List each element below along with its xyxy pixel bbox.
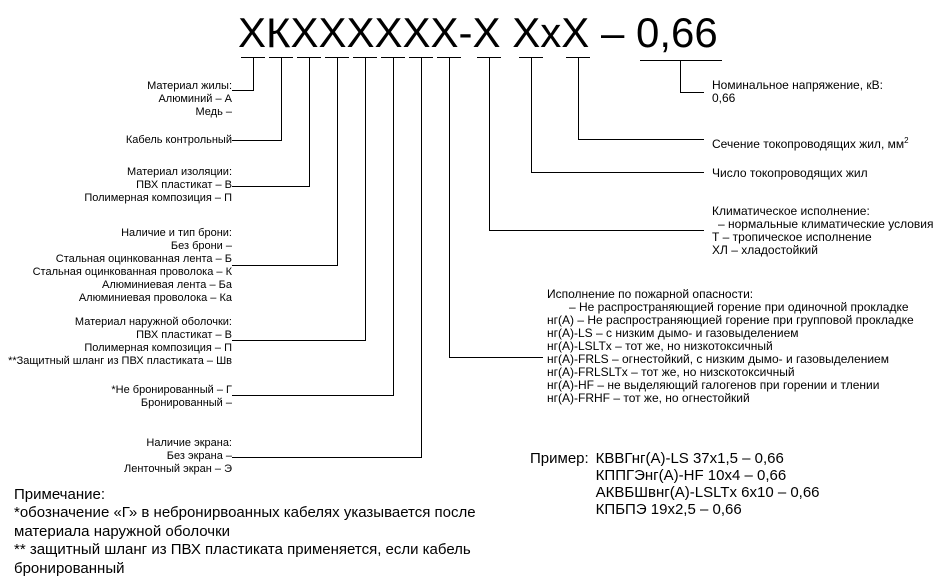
- label-line: нг(А)-FRHF – тот же, но огнестойкий: [547, 391, 750, 405]
- label-line: 0,66: [712, 91, 736, 105]
- label-line: Материал наружной оболочки:: [74, 316, 232, 328]
- note-line: материала наружной оболочки: [14, 522, 231, 540]
- label-group-control-cable: [126, 134, 232, 147]
- cross-section-sup: 2: [904, 136, 909, 145]
- note-title: Примечание:: [14, 486, 105, 503]
- label-line: Стальная оцинкованная лента – Б: [55, 253, 232, 265]
- label-group-outer-sheath: [8, 316, 232, 368]
- example-items: [596, 450, 820, 518]
- label-line: Ленточный экран – Э: [124, 463, 232, 475]
- label-group-climate: [712, 205, 934, 257]
- cross-section-text: Сечение токопроводящих жил, мм: [712, 137, 905, 151]
- label-line: Номинальное напряжение, кВ:: [712, 78, 883, 92]
- label-group-core-count: [712, 167, 868, 180]
- label-line: Наличие и тип брони:: [121, 227, 232, 239]
- label-line: Материал изоляции:: [126, 166, 232, 178]
- label-line: Исполнение по пожарной опасности:: [547, 287, 754, 301]
- label-line: ХЛ – хладостойкий: [712, 243, 818, 257]
- label-line: Алюминиевая проволока – Ка: [78, 292, 232, 304]
- marking-code: ХКХХХХХХ-Х ХхХ: [238, 9, 590, 56]
- label-line: Алюминий – А: [158, 93, 232, 105]
- label-group-insulation: [84, 166, 232, 205]
- label-line: нг(А)-LS – с низким дымо- и газовыделением: [547, 326, 799, 340]
- label-line: Полимерная композиция – П: [84, 192, 232, 204]
- label-line: Т – тропическое исполнение: [712, 230, 872, 244]
- label-line: *Не бронированный – Г: [111, 384, 232, 396]
- note-block: [14, 486, 476, 578]
- label-line: нг(А) – Не распространяющией горение при групповой прокладке: [547, 313, 914, 327]
- label-group-fire-safety: [547, 288, 914, 405]
- note-line: бронированный: [14, 559, 125, 577]
- note-line: ** защитный шланг из ПВХ пластиката применяется, если кабель: [14, 541, 471, 559]
- label-line: Без экрана –: [166, 450, 232, 462]
- label-line: Полимерная композиция – П: [84, 342, 232, 354]
- label-line: нг(А)-FRLSLTx – тот же, но низскотоксичный: [547, 365, 795, 379]
- example-item: КВВГнг(А)-LS 37х1,5 – 0,66: [595, 450, 784, 467]
- label-group-armoring: [111, 384, 232, 410]
- example-item: КППГЭнг(А)-HF 10х4 – 0,66: [595, 467, 787, 484]
- example-label: Пример:: [530, 450, 589, 467]
- label-line: Без брони –: [170, 240, 232, 252]
- marking-code-title: [238, 9, 718, 57]
- label-group-core-material: [147, 80, 232, 119]
- label-line: нг(А)-FRLS – огнестойкий, с низким дымо- и газовыделением: [547, 352, 889, 366]
- marking-voltage: 0,66: [635, 9, 718, 56]
- example-item: АКВБШвнг(А)-LSLTх 6х10 – 0,66: [595, 484, 820, 501]
- label-line: ПВХ пластикат – В: [136, 329, 232, 341]
- label-line: нг(А)-HF – не выделяющий галогенов при горении и тлении: [547, 378, 880, 392]
- label-line: – Не распространяющией горение при одиночной прокладке: [569, 300, 909, 314]
- marking-dash: –: [600, 9, 625, 56]
- label-line: [712, 134, 909, 151]
- label-line: ПВХ пластикат – В: [136, 179, 232, 191]
- label-group-cross-section: [712, 134, 909, 151]
- label-line: Число токопроводящих жил: [712, 166, 868, 180]
- label-line: нг(А)-LSLTx – тот же, но низкотоксичный: [547, 339, 773, 353]
- label-group-voltage: [712, 79, 883, 105]
- label-line: Климатическое исполнение:: [712, 204, 870, 218]
- label-line: Материал жилы:: [147, 80, 232, 92]
- label-line: Стальная оцинкованная проволока – К: [32, 266, 232, 278]
- label-group-armor: [33, 227, 232, 305]
- label-line: Медь –: [195, 106, 232, 118]
- label-line: Наличие экрана:: [146, 437, 232, 449]
- example-item: КПБПЭ 19х2,5 – 0,66: [595, 501, 742, 518]
- label-line: Бронированный –: [140, 397, 232, 409]
- label-group-screen: [124, 437, 232, 476]
- label-line: – нормальные климатические условия: [718, 217, 934, 231]
- note-line: *обозначение «Г» в небронирвоанных кабелях указывается после: [14, 504, 476, 522]
- example-block: [530, 450, 820, 518]
- label-line: **Защитный шланг из ПВХ пластиката – Шв: [8, 355, 232, 367]
- label-line: Алюминиевая лента – Ба: [102, 279, 232, 291]
- label-line: Кабель контрольный: [125, 134, 232, 146]
- leader-left: [232, 58, 422, 458]
